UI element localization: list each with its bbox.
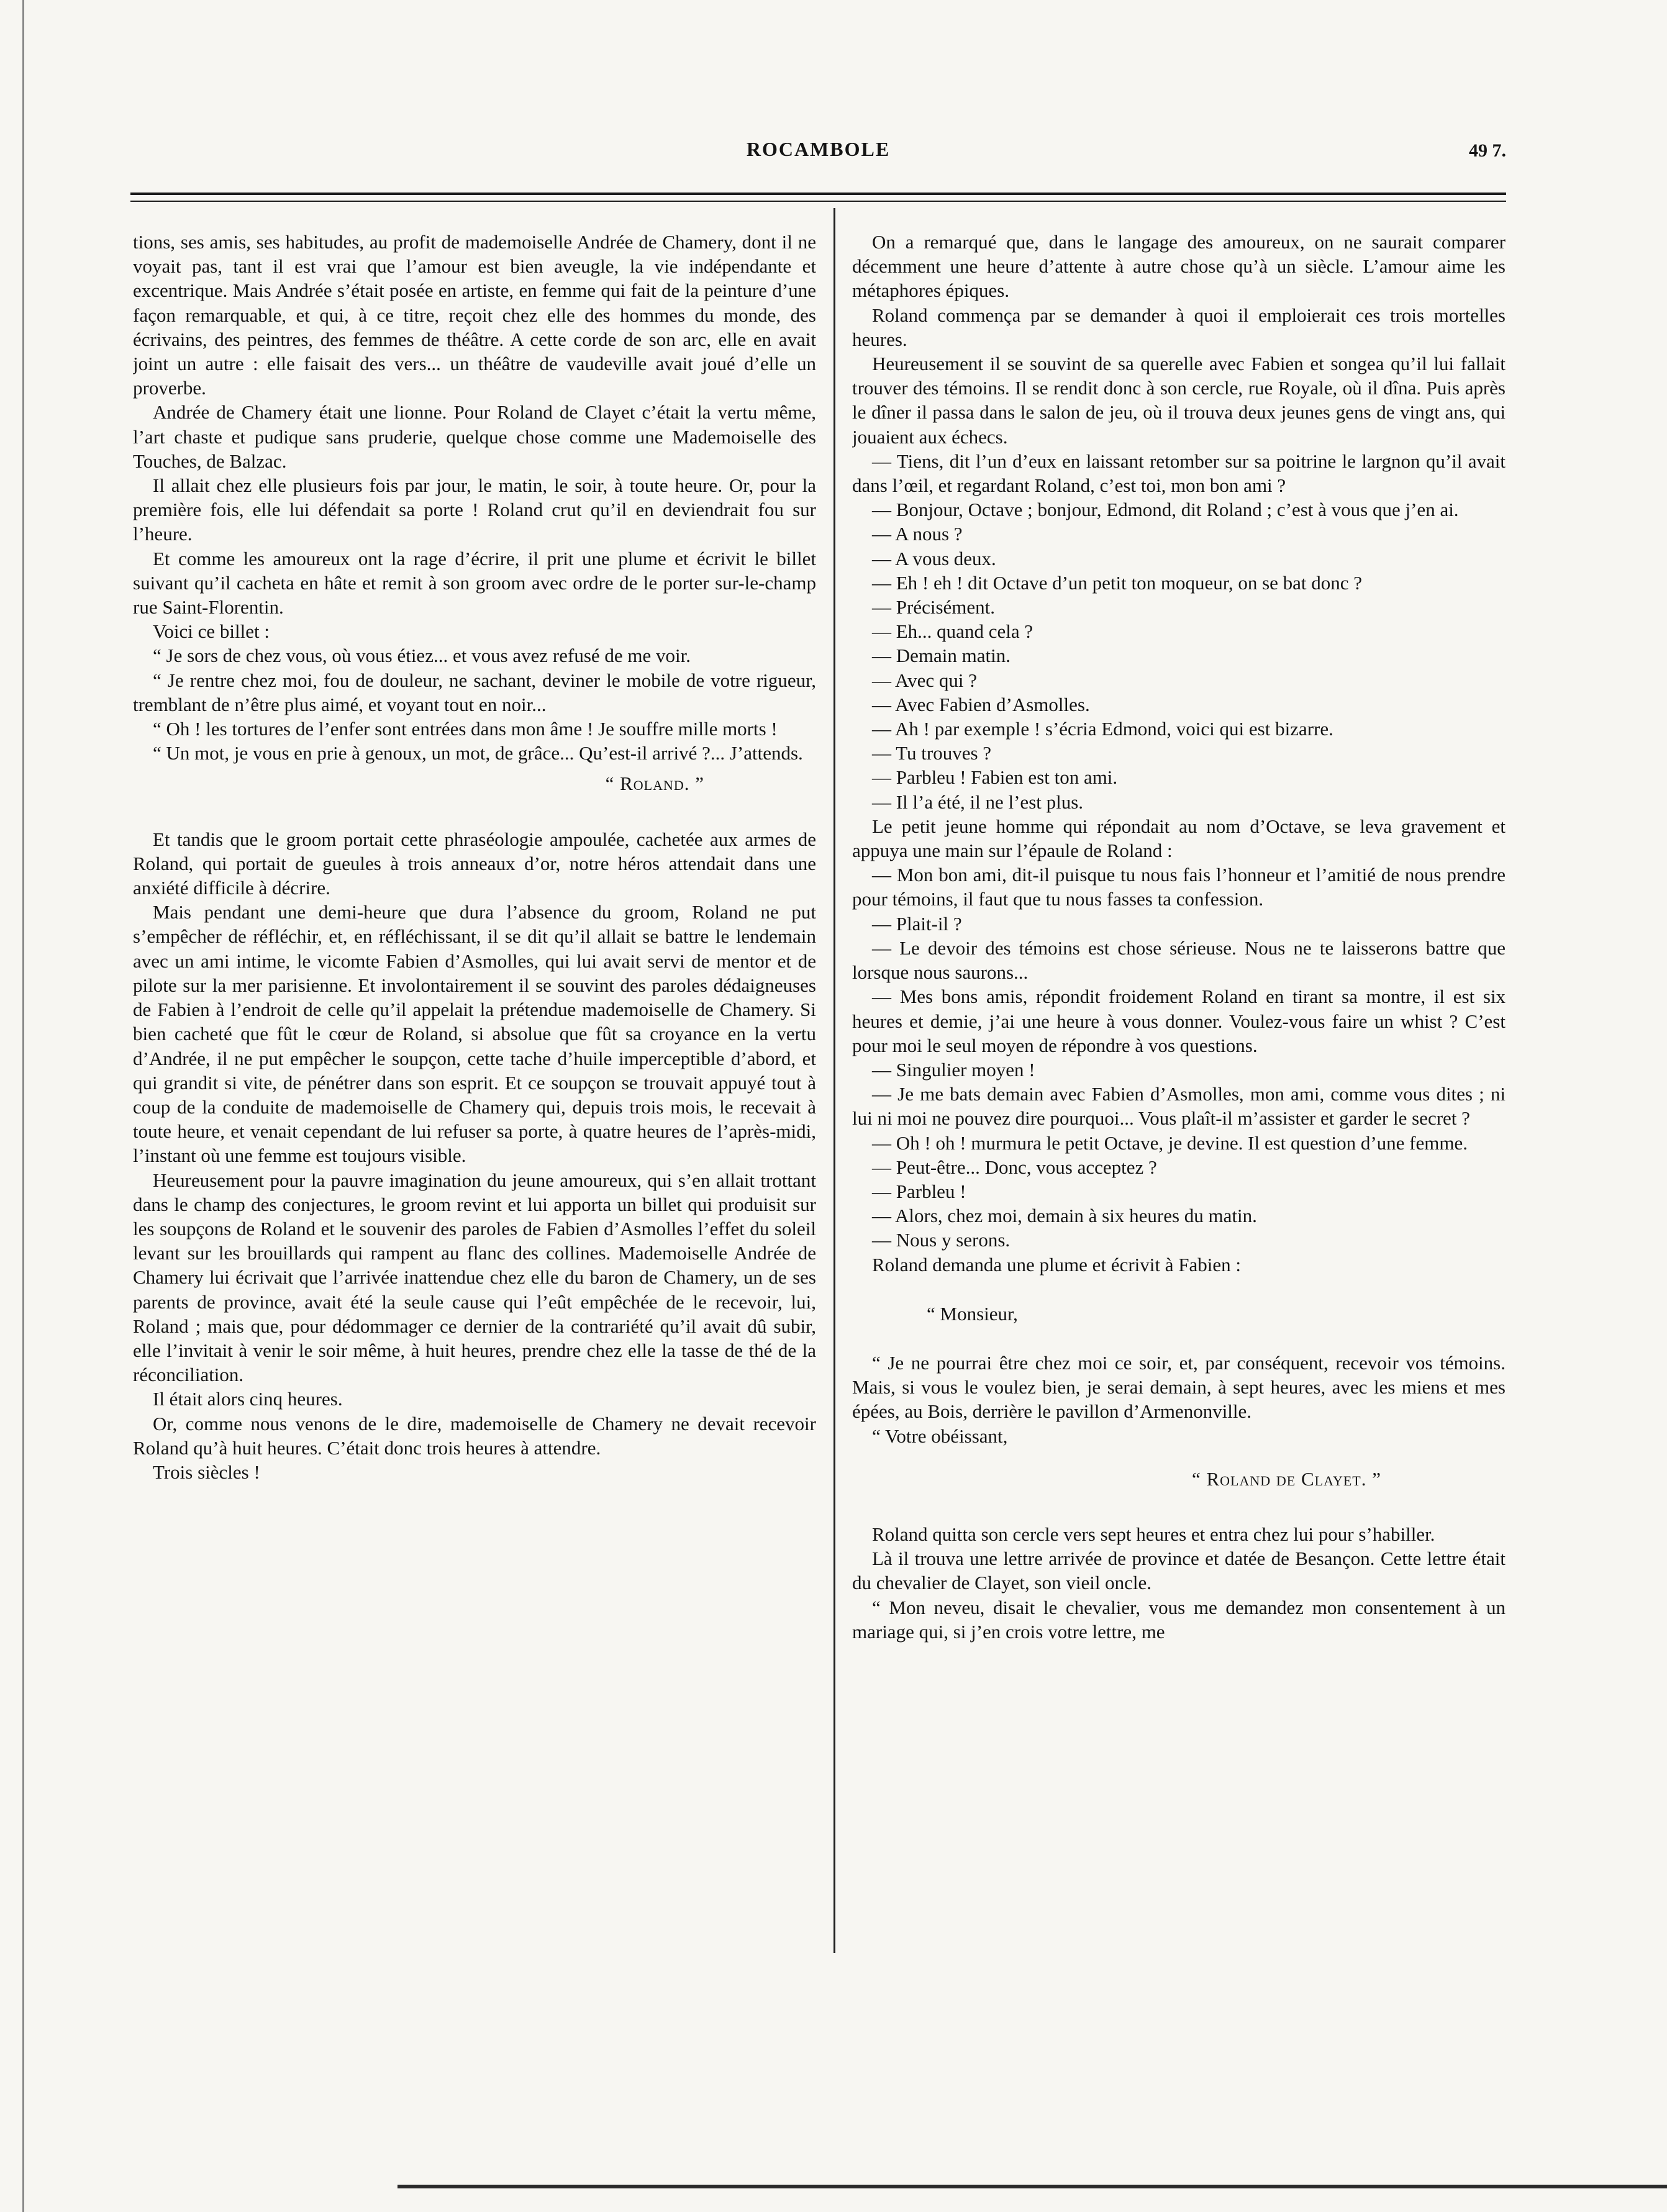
dialogue-line: — A nous ? [872,523,963,545]
paragraph: Le petit jeune homme qui répondait au nom d’Octave, se leva gravement et appuya une main sur l’épaule de Roland : [852,815,1506,862]
right-column [852,230,1506,1944]
dialogue-line: — Bonjour, Octave ; bonjour, Edmond, dit Roland ; c’est à vous que j’en ai. [872,499,1459,521]
paragraph: Andrée de Chamery était une lionne. Pour Roland de Clayet c’était la vertu même, l’art chaste et pudique sans pruderie, quelque chose comme une Mademoiselle des Touches, de Balzac. [133,401,816,472]
paragraph: “ Je sors de chez vous, où vous étiez... et vous avez refusé de me voir. [153,645,691,667]
dialogue-line: — Avec qui ? [872,669,978,691]
dialogue-line: — Le devoir des témoins est chose sérieuse. Nous ne te laisserons battre que lorsque nous saurons... [852,936,1506,984]
paragraph: Trois siècles ! [153,1461,260,1483]
dialogue-line: — Mon bon ami, dit-il puisque tu nous fais l’honneur et l’amitié de nous prendre pour témoins, il faut que tu nous fasses ta confession. [852,864,1506,910]
dialogue-line: — Tiens, dit l’un d’eux en laissant retomber sur sa poitrine le largnon qu’il avait dans l’œil, et regardant Roland, c’est toi, mon bon ami ? [852,450,1506,497]
page-header [130,138,1506,175]
signature: “ Roland de Clayet. ” [1191,1467,1381,1490]
dialogue-line: — Avec Fabien d’Asmolles. [872,693,1090,715]
paragraph: Or, comme nous venons de le dire, mademoiselle de Chamery ne devait recevoir Roland qu’à huit heures. C’était donc trois heures à attendre. [133,1412,816,1459]
signature: “ Roland. ” [605,773,704,795]
header-rule [130,193,1506,202]
page-number: 49 7. [1469,140,1506,161]
paragraph: Voici ce billet : [153,620,270,643]
dialogue-line: — Peut-être... Donc, vous acceptez ? [872,1156,1157,1178]
left-column [133,230,816,1944]
dialogue-line: — Nous y serons. [872,1229,1011,1251]
paragraph: Roland demanda une plume et écrivit à Fabien : [872,1253,1241,1276]
dialogue-line: — Eh ! eh ! dit Octave d’un petit ton moqueur, on se bat donc ? [872,571,1363,594]
dialogue-line: — Je me bats demain avec Fabien d’Asmolles, mon ami, comme vous dites ; ni lui ni moi ne pouvez dire pourquoi... Vous plaît-il m’assister et garder le secret ? [852,1083,1506,1130]
dialogue-line: — Plait-il ? [872,912,962,935]
running-title: ROCAMBOLE [746,138,891,160]
dialogue-line: — Il l’a été, il ne l’est plus. [872,791,1084,813]
paragraph: Et comme les amoureux ont la rage d’écrire, il prit une plume et écrivit le billet suivant qu’il cacheta en hâte et remit à son groom avec ordre de le porter sur-le-champ rue Saint-Florentin. [133,547,816,619]
dialogue-line: — Demain matin. [872,645,1011,667]
paragraph: Roland commença par se demander à quoi il emploierait ces trois mortelles heures. [852,304,1506,350]
paragraph: tions, ses amis, ses habitudes, au profit de mademoiselle Andrée de Chamery, dont il ne voyait pas, tant il est vrai que l’amour est bien aveugle, la vie indépendante et excentrique. Mais Andrée s’était posée en artiste, en femme qui fait de la peinture d’une façon remarquable, et qui, à ce titre, reçoit chez elle des hommes du monde, des écrivains, des peintres, des femmes de théâtre. A cette corde de son arc, elle en avait joint un autre : elle faisait des vers... un théâtre de vaudeville avait joué d’elle un proverbe. [133,231,816,399]
paragraph: “ Votre obéissant, [872,1425,1008,1447]
dialogue-line: — Alors, chez moi, demain à six heures du matin. [872,1205,1257,1227]
dialogue-line: — Singulier moyen ! [872,1058,1035,1081]
dialogue-line: — Mes bons amis, répondit froidement Roland en tirant sa montre, il est six heures et demie, j’ai une heure à vous donner. Voulez-vous faire un whist ? C’est pour moi le seul moyen de répondre à vos questions. [852,986,1506,1056]
paragraph: Il était alors cinq heures. [153,1388,343,1410]
dialogue-line: — Parbleu ! Fabien est ton ami. [872,766,1118,789]
dialogue-line: — Ah ! par exemple ! s’écria Edmond, voici qui est bizarre. [872,718,1333,740]
dialogue-line: — Précisément. [872,596,996,619]
paragraph: “ Monsieur, [927,1302,1018,1325]
paragraph: Mais pendant une demi-heure que dura l’absence du groom, Roland ne put s’empêcher de réfléchir, et, en réfléchissant, il se dit qu’il allait se battre le lendemain avec un ami intime, le vicomte Fabien d’Asmolles, qui lui avait servi de mentor et de pilote sur la mer parisienne. Et involontairement il se souvint des paroles dédaigneuses de Fabien à l’endroit de celle qu’il appelait la prétendue mademoiselle de Chamery. Si bien cacheté que fût le cœur de Roland, si absolue que fût sa croyance en la vertu d’Andrée, il ne put empêcher le soupçon, cette tache d’huile imperceptible d’abord, et qui grandit si vite, de pénétrer dans son esprit. Et ce soupçon se trouvait appuyé tout à coup de la conduite de mademoiselle de Chamery qui, depuis trois mois, le recevait à toute heure, et venait cependant de lui refuser sa porte, à quatre heures de l’après-midi, l’instant où une femme est toujours visible. [133,901,816,1167]
page-edge [22,0,24,2212]
paragraph: “ Oh ! les tortures de l’enfer sont entrées dans mon âme ! Je souffre mille morts ! [153,718,778,740]
paragraph: On a remarqué que, dans le langage des amoureux, on ne saurait comparer décemment une heure d’attente à autre chose qu’à un siècle. L’amour aime les métaphores épiques. [852,231,1506,302]
dialogue-line: — Tu trouves ? [872,742,992,764]
paragraph: “ Mon neveu, disait le chevalier, vous me demandez mon consentement à un mariage qui, si j’en crois votre lettre, me [852,1596,1506,1643]
paragraph: Roland quitta son cercle vers sept heures et entra chez lui pour s’habiller. [872,1523,1435,1545]
dialogue-line: — Eh... quand cela ? [872,620,1033,643]
paragraph: “ Je rentre chez moi, fou de douleur, ne sachant, deviner le mobile de votre rigueur, tremblant de n’être plus aimé, et voyant tout en noir... [133,669,816,715]
paragraph: Et tandis que le groom portait cette phraséologie ampoulée, cachetée aux armes de Roland, qui portait de gueules à trois anneaux d’or, notre héros attendait dans une anxiété difficile à décrire. [133,828,816,899]
column-divider [834,208,835,1953]
dialogue-line: — Parbleu ! [872,1180,966,1202]
paragraph: Heureusement pour la pauvre imagination du jeune amoureux, qui s’en allait trottant dans le champ des conjectures, le groom revint et lui apporta un billet qui produisit sur les soupçons de Roland et le souvenir des paroles de Fabien d’Asmolles l’effet du soleil levant sur les brouillards qui rampent au flanc des collines. Mademoiselle Andrée de Chamery lui écrivait que l’arrivée inattendue chez elle du baron de Chamery, un de ses parents de province, avait été la seule cause qui l’eût empêchée de le recevoir, lui, Roland ; mais que, pour dédommager ce dernier de la contrariété qu’il avait dû subir, elle l’invitait à venir le soir même, à huit heures, prendre chez elle la tasse de thé de la réconciliation. [133,1169,816,1386]
dialogue-line: — A vous deux. [872,547,996,569]
dialogue-line: — Oh ! oh ! murmura le petit Octave, je devine. Il est question d’une femme. [872,1131,1468,1154]
paragraph: Là il trouva une lettre arrivée de province et datée de Besançon. Cette lettre était du chevalier de Clayet, son vieil oncle. [852,1548,1506,1594]
paragraph: “ Je ne pourrai être chez moi ce soir, et, par conséquent, recevoir vos témoins. Mais, si vous le voulez bien, je serai demain, à sept heures, avec les miens et mes épées, au Bois, derrière le pavillon d’Armenonville. [852,1351,1506,1423]
footer-rule [397,2185,1667,2188]
paragraph: Heureusement il se souvint de sa querelle avec Fabien et songea qu’il lui fallait trouver des témoins. Il se rendit donc à son cercle, rue Royale, où il dîna. Puis après le dîner il passa dans le salon de jeu, où il trouva deux jeunes gens de vingt ans, qui jouaient aux échecs. [852,353,1506,448]
paragraph: Il allait chez elle plusieurs fois par jour, le matin, le soir, à toute heure. Or, pour la première fois, elle lui défendait sa porte ! Roland crut qu’il en deviendrait fou sur l’heure. [133,474,816,545]
paragraph: “ Un mot, je vous en prie à genoux, un mot, de grâce... Qu’est-il arrivé ?... J’attends. [153,742,803,764]
